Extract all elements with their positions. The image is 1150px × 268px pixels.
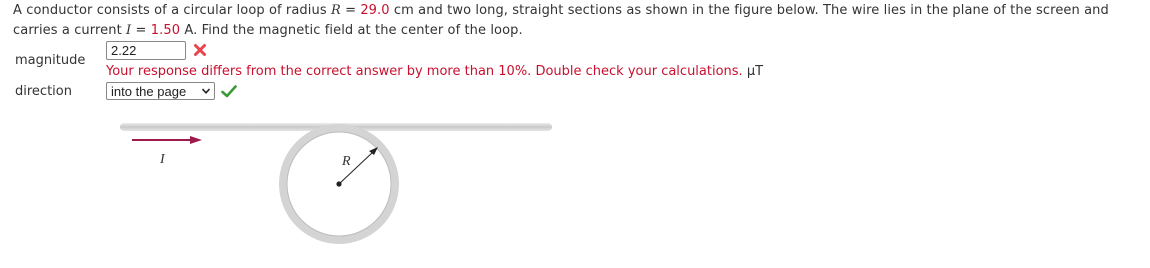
direction-select[interactable] (106, 82, 215, 100)
magnitude-feedback (106, 64, 763, 79)
current-arrow-head (190, 136, 202, 144)
problem-text-1: A conductor consists of a circular loop of radius (13, 3, 331, 18)
circuit-figure (120, 118, 560, 268)
current-label: I (160, 152, 165, 167)
problem-text-3: A. Find the magnetic field at the center of the loop. (180, 23, 523, 38)
problem-text-2: cm and two long, straight sections as shown in the figure below. The wire lies in the plane of the screen and carries a current (13, 3, 1109, 38)
equals-sign-1: = (340, 3, 361, 18)
current-value: 1.50 (150, 23, 181, 38)
radius-label: R (342, 154, 351, 169)
direction-selected-value: into the page (111, 84, 187, 99)
problem-statement (13, 1, 1138, 41)
magnitude-label: magnitude (15, 53, 86, 68)
magnitude-input[interactable] (106, 41, 186, 60)
magnitude-unit: μT (746, 64, 764, 79)
x-icon (193, 43, 207, 57)
direction-label: direction (15, 84, 72, 99)
radius-variable: R (330, 3, 341, 18)
radius-arrow-head (369, 147, 378, 155)
current-variable: I (126, 23, 132, 38)
chevron-down-icon (201, 86, 211, 96)
feedback-text: Your response differs from the correct answer by more than 10%. Double check your calculations. (106, 64, 743, 79)
radius-value: 29.0 (360, 3, 390, 18)
equals-sign-2: = (131, 23, 151, 38)
check-icon (221, 85, 237, 98)
